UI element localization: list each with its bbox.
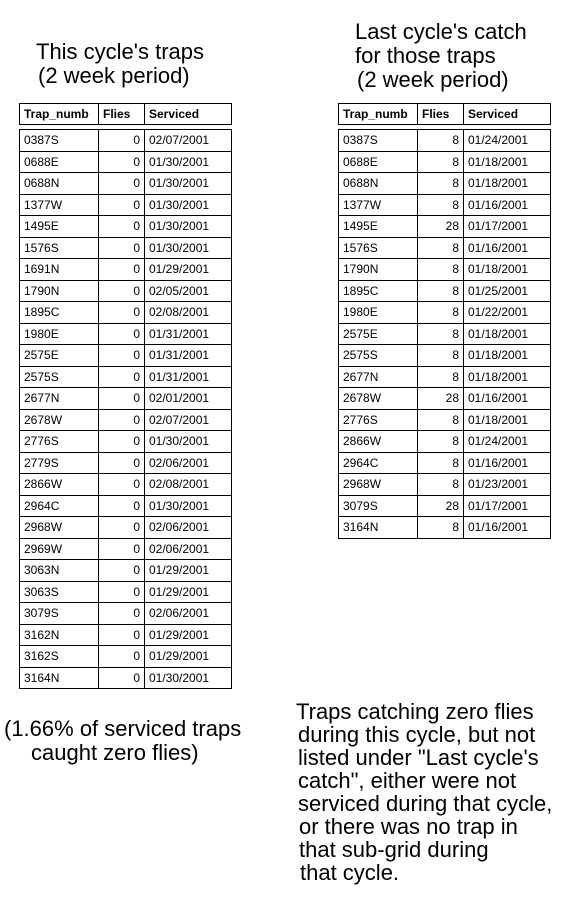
flies-cell: 0	[99, 216, 145, 238]
serviced-date-cell: 01/29/2001	[145, 581, 232, 603]
flies-cell: 0	[99, 259, 145, 281]
trap-number-cell: 0688N	[20, 173, 99, 195]
trap-number-cell: 1495E	[20, 216, 99, 238]
trap-number-cell: 2575E	[20, 345, 99, 367]
trap-number-cell: 0688E	[20, 151, 99, 173]
serviced-date-cell: 02/07/2001	[145, 409, 232, 431]
left-note-line: caught zero flies)	[31, 740, 199, 765]
column-header-serviced: Serviced	[464, 104, 551, 125]
table-row	[339, 431, 551, 453]
trap-number-cell: 1790N	[20, 280, 99, 302]
serviced-date-cell: 02/06/2001	[145, 517, 232, 539]
serviced-date-cell: 02/05/2001	[145, 280, 232, 302]
flies-cell: 8	[418, 452, 464, 474]
serviced-date-cell: 01/16/2001	[464, 452, 551, 474]
serviced-date-cell: 01/18/2001	[464, 151, 551, 173]
right-note-line: catch", either were not	[298, 768, 517, 793]
trap-number-cell: 0688N	[339, 173, 418, 195]
table-row	[20, 173, 232, 195]
serviced-date-cell: 01/30/2001	[145, 194, 232, 216]
left-title-line: This cycle's traps	[36, 39, 205, 64]
table-row	[20, 646, 232, 668]
trap-number-cell: 1895C	[20, 302, 99, 324]
trap-number-cell: 1691N	[20, 259, 99, 281]
flies-cell: 0	[99, 581, 145, 603]
serviced-date-cell: 01/22/2001	[464, 302, 551, 324]
table-row	[339, 259, 551, 281]
serviced-date-cell: 01/30/2001	[145, 431, 232, 453]
table-row	[20, 560, 232, 582]
table-row	[20, 409, 232, 431]
flies-cell: 0	[99, 409, 145, 431]
serviced-date-cell: 02/08/2001	[145, 474, 232, 496]
column-header-flies: Flies	[418, 104, 464, 125]
right-title-line: for those traps	[355, 43, 496, 68]
trap-number-cell: 1576S	[20, 237, 99, 259]
flies-cell: 28	[418, 495, 464, 517]
trap-number-cell: 3079S	[339, 495, 418, 517]
trap-number-cell: 2779S	[20, 452, 99, 474]
trap-number-cell: 2677N	[20, 388, 99, 410]
flies-cell: 8	[418, 237, 464, 259]
serviced-date-cell: 01/29/2001	[145, 560, 232, 582]
serviced-date-cell: 01/18/2001	[464, 173, 551, 195]
flies-cell: 0	[99, 151, 145, 173]
flies-cell: 8	[418, 517, 464, 539]
flies-cell: 0	[99, 560, 145, 582]
serviced-date-cell: 01/30/2001	[145, 151, 232, 173]
table-row	[20, 280, 232, 302]
trap-number-cell: 2866W	[20, 474, 99, 496]
trap-number-cell: 1377W	[339, 194, 418, 216]
serviced-date-cell: 01/18/2001	[464, 366, 551, 388]
trap-number-cell: 2575S	[20, 366, 99, 388]
table-row	[20, 366, 232, 388]
flies-cell: 8	[418, 431, 464, 453]
table-row	[339, 388, 551, 410]
right-title	[355, 20, 527, 92]
trap-number-cell: 2964C	[339, 452, 418, 474]
flies-cell: 0	[99, 667, 145, 689]
trap-number-cell: 0688E	[339, 151, 418, 173]
left-note-line: (1.66% of serviced traps	[4, 716, 242, 741]
header-row	[20, 104, 232, 125]
serviced-date-cell: 01/17/2001	[464, 495, 551, 517]
table-row	[20, 302, 232, 324]
trap-number-cell: 3164N	[20, 667, 99, 689]
table-row	[20, 603, 232, 625]
trap-number-cell: 0387S	[339, 130, 418, 152]
flies-cell: 8	[418, 323, 464, 345]
table-row	[20, 517, 232, 539]
trap-number-cell: 2678W	[20, 409, 99, 431]
flies-cell: 0	[99, 280, 145, 302]
serviced-date-cell: 01/24/2001	[464, 130, 551, 152]
flies-cell: 0	[99, 452, 145, 474]
serviced-date-cell: 01/30/2001	[145, 237, 232, 259]
table-row	[339, 345, 551, 367]
flies-cell: 0	[99, 474, 145, 496]
serviced-date-cell: 01/18/2001	[464, 345, 551, 367]
serviced-date-cell: 01/16/2001	[464, 388, 551, 410]
flies-cell: 0	[99, 323, 145, 345]
flies-cell: 0	[99, 237, 145, 259]
serviced-date-cell: 02/06/2001	[145, 538, 232, 560]
serviced-date-cell: 01/29/2001	[145, 624, 232, 646]
column-header-trap: Trap_numb	[20, 104, 99, 125]
flies-cell: 0	[99, 646, 145, 668]
trap-number-cell: 1576S	[339, 237, 418, 259]
table-row	[339, 130, 551, 152]
serviced-date-cell: 02/06/2001	[145, 452, 232, 474]
serviced-date-cell: 01/29/2001	[145, 646, 232, 668]
trap-number-cell: 2575E	[339, 323, 418, 345]
trap-number-cell: 1495E	[339, 216, 418, 238]
table-row	[339, 302, 551, 324]
column-header-flies: Flies	[99, 104, 145, 125]
table-row	[20, 194, 232, 216]
flies-cell: 8	[418, 151, 464, 173]
flies-cell: 8	[418, 280, 464, 302]
flies-cell: 8	[418, 366, 464, 388]
flies-cell: 8	[418, 345, 464, 367]
table-row	[339, 216, 551, 238]
trap-number-cell: 1980E	[339, 302, 418, 324]
serviced-date-cell: 01/24/2001	[464, 431, 551, 453]
right-note-line: during this cycle, but not	[298, 722, 536, 747]
trap-number-cell: 1377W	[20, 194, 99, 216]
table-row	[339, 474, 551, 496]
serviced-date-cell: 01/25/2001	[464, 280, 551, 302]
trap-number-cell: 2776S	[20, 431, 99, 453]
serviced-date-cell: 01/29/2001	[145, 259, 232, 281]
serviced-date-cell: 02/07/2001	[145, 130, 232, 152]
flies-cell: 28	[418, 216, 464, 238]
trap-number-cell: 3162S	[20, 646, 99, 668]
flies-cell: 8	[418, 474, 464, 496]
flies-cell: 0	[99, 495, 145, 517]
serviced-date-cell: 01/16/2001	[464, 237, 551, 259]
right-note-line: serviced during that cycle,	[298, 791, 553, 816]
serviced-date-cell: 02/06/2001	[145, 603, 232, 625]
flies-cell: 0	[99, 194, 145, 216]
table-row	[20, 237, 232, 259]
serviced-date-cell: 01/16/2001	[464, 517, 551, 539]
flies-cell: 0	[99, 173, 145, 195]
trap-number-cell: 2677N	[339, 366, 418, 388]
table-row	[20, 431, 232, 453]
right-title-line: Last cycle's catch	[355, 19, 527, 44]
table-row	[339, 517, 551, 539]
table-row	[339, 366, 551, 388]
trap-number-cell: 0387S	[20, 130, 99, 152]
serviced-date-cell: 01/31/2001	[145, 366, 232, 388]
serviced-date-cell: 01/31/2001	[145, 345, 232, 367]
header-row	[339, 104, 551, 125]
flies-cell: 0	[99, 345, 145, 367]
trap-number-cell: 2968W	[20, 517, 99, 539]
left-title	[36, 40, 204, 88]
serviced-date-cell: 01/23/2001	[464, 474, 551, 496]
serviced-date-cell: 01/30/2001	[145, 495, 232, 517]
left-title-line: (2 week period)	[38, 63, 190, 88]
table-row	[339, 151, 551, 173]
trap-number-cell: 2776S	[339, 409, 418, 431]
table-row	[20, 345, 232, 367]
serviced-date-cell: 01/16/2001	[464, 194, 551, 216]
flies-cell: 0	[99, 130, 145, 152]
table-row	[20, 624, 232, 646]
right-note-line: that sub-grid during	[299, 837, 489, 862]
table-row	[20, 474, 232, 496]
table-row	[20, 130, 232, 152]
table-row	[20, 259, 232, 281]
table-row	[339, 194, 551, 216]
flies-cell: 0	[99, 431, 145, 453]
trap-number-cell: 1895C	[339, 280, 418, 302]
table-row	[20, 151, 232, 173]
left-data-table	[19, 129, 232, 689]
serviced-date-cell: 01/30/2001	[145, 216, 232, 238]
table-row	[339, 323, 551, 345]
flies-cell: 8	[418, 173, 464, 195]
right-data-table	[338, 129, 551, 539]
serviced-date-cell: 01/30/2001	[145, 667, 232, 689]
table-row	[20, 388, 232, 410]
table-row	[339, 237, 551, 259]
flies-cell: 8	[418, 194, 464, 216]
trap-number-cell: 3162N	[20, 624, 99, 646]
column-header-serviced: Serviced	[145, 104, 232, 125]
table-row	[20, 667, 232, 689]
table-row	[339, 495, 551, 517]
serviced-date-cell: 01/18/2001	[464, 409, 551, 431]
right-note-line: Traps catching zero flies	[296, 699, 534, 724]
serviced-date-cell: 01/30/2001	[145, 173, 232, 195]
table-row	[339, 280, 551, 302]
right-note-line: that cycle.	[300, 860, 400, 885]
trap-number-cell: 2968W	[339, 474, 418, 496]
table-row	[20, 323, 232, 345]
trap-number-cell: 3079S	[20, 603, 99, 625]
flies-cell: 0	[99, 302, 145, 324]
trap-number-cell: 1790N	[339, 259, 418, 281]
right-note	[296, 700, 552, 884]
left-note	[4, 717, 241, 765]
serviced-date-cell: 02/08/2001	[145, 302, 232, 324]
table-row	[20, 216, 232, 238]
trap-number-cell: 2575S	[339, 345, 418, 367]
right-title-line: (2 week period)	[357, 67, 509, 92]
trap-number-cell: 1980E	[20, 323, 99, 345]
left-header-table	[19, 103, 232, 125]
table-row	[20, 452, 232, 474]
flies-cell: 0	[99, 517, 145, 539]
flies-cell: 0	[99, 624, 145, 646]
flies-cell: 0	[99, 388, 145, 410]
table-row	[20, 495, 232, 517]
column-header-trap: Trap_numb	[339, 104, 418, 125]
right-note-line: or there was no trap in	[299, 814, 518, 839]
trap-number-cell: 3164N	[339, 517, 418, 539]
flies-cell: 8	[418, 302, 464, 324]
serviced-date-cell: 01/17/2001	[464, 216, 551, 238]
trap-number-cell: 2866W	[339, 431, 418, 453]
trap-number-cell: 2678W	[339, 388, 418, 410]
table-row	[339, 173, 551, 195]
flies-cell: 8	[418, 130, 464, 152]
table-row	[20, 581, 232, 603]
flies-cell: 0	[99, 603, 145, 625]
trap-number-cell: 2969W	[20, 538, 99, 560]
serviced-date-cell: 01/31/2001	[145, 323, 232, 345]
serviced-date-cell: 01/18/2001	[464, 259, 551, 281]
flies-cell: 28	[418, 388, 464, 410]
trap-number-cell: 3063S	[20, 581, 99, 603]
flies-cell: 0	[99, 366, 145, 388]
right-note-line: listed under "Last cycle's	[298, 745, 539, 770]
right-header-table	[338, 103, 551, 125]
serviced-date-cell: 01/18/2001	[464, 323, 551, 345]
table-row	[339, 452, 551, 474]
serviced-date-cell: 02/01/2001	[145, 388, 232, 410]
flies-cell: 0	[99, 538, 145, 560]
flies-cell: 8	[418, 259, 464, 281]
table-row	[20, 538, 232, 560]
trap-number-cell: 3063N	[20, 560, 99, 582]
table-row	[339, 409, 551, 431]
trap-number-cell: 2964C	[20, 495, 99, 517]
flies-cell: 8	[418, 409, 464, 431]
